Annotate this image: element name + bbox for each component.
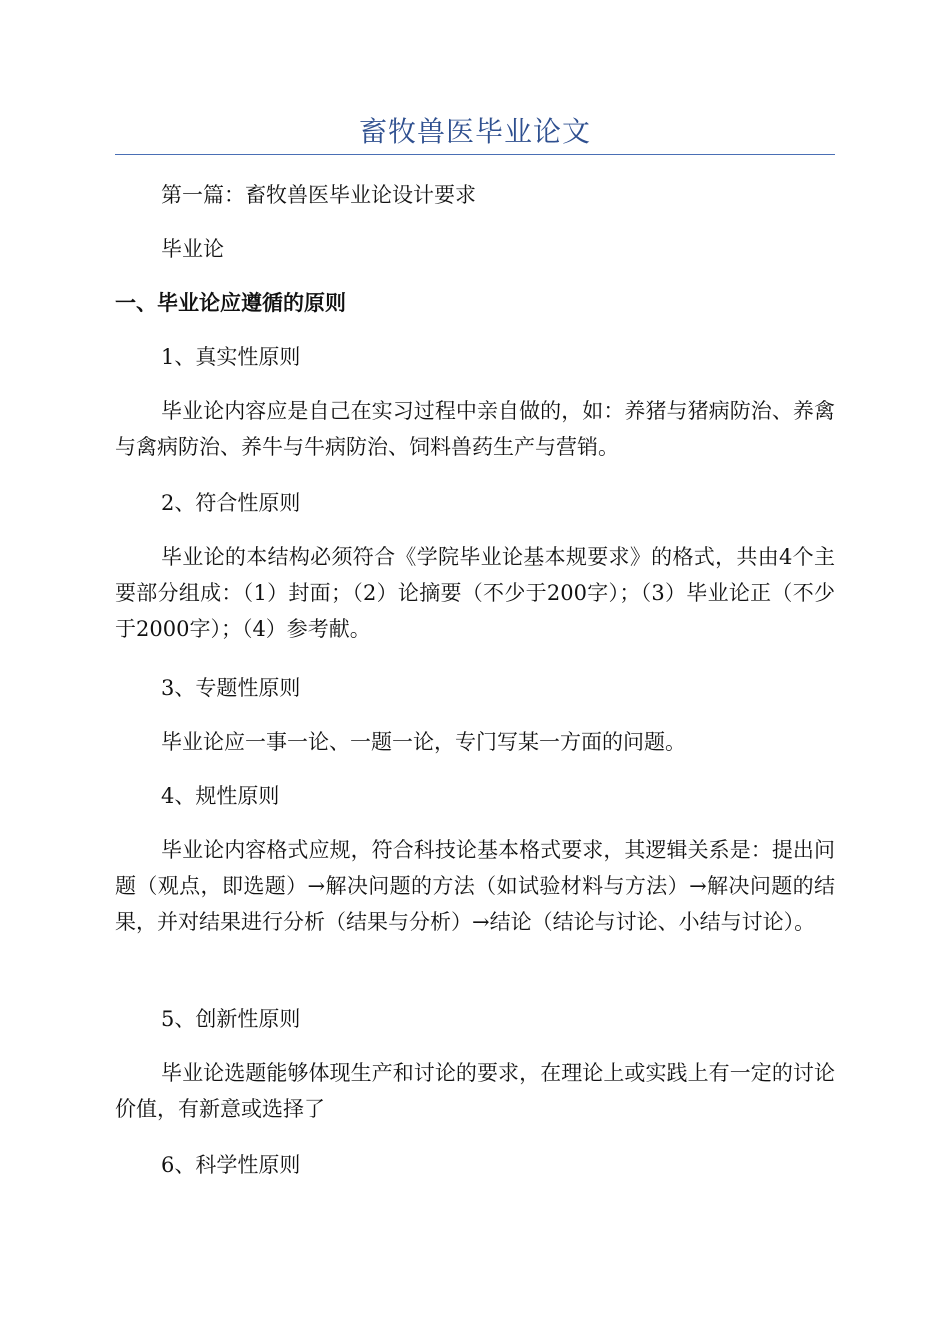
- paragraph-4: 毕业论内容格式应规，符合科技论基本格式要求，其逻辑关系是：提出问题（观点，即选题）→解决问题的方法（如试验材料与方法）→解决问题的结果，并对结果进行分析（结果与分析）→结论（结论与讨论、小结与讨论）。: [115, 838, 835, 934]
- subheading-2: 2、符合性原则: [161, 491, 301, 515]
- subheading-6: 6、科学性原则: [161, 1153, 301, 1177]
- paragraph-1: 毕业论内容应是自己在实习过程中亲自做的，如：养猪与猪病防治、养禽与禽病防治、养牛与牛病防治、饲料兽药生产与营销。: [115, 399, 835, 459]
- subheading-4: 4、规性原则: [161, 784, 280, 808]
- paragraph-short: 毕业论: [161, 237, 224, 261]
- subheading-3: 3、专题性原则: [161, 676, 301, 700]
- paragraph-5: 毕业论选题能够体现生产和讨论的要求，在理论上或实践上有一定的讨论价值，有新意或选择了: [115, 1061, 835, 1121]
- subheading-1: 1、真实性原则: [161, 345, 301, 369]
- title-underline: [115, 154, 835, 155]
- subheading-5: 5、创新性原则: [161, 1007, 301, 1031]
- document-title: 畜牧兽医毕业论文: [358, 115, 591, 148]
- paragraph-2: 毕业论的本结构必须符合《学院毕业论基本规要求》的格式，共由4个主要部分组成：（1）封面；（2）论摘要（不少于200字）；（3）毕业论正（不少于2000字）；（4）参考献。: [115, 545, 835, 641]
- paragraph-part-heading: 第一篇：畜牧兽医毕业论设计要求: [161, 183, 476, 207]
- section-heading: 一、毕业论应遵循的原则: [115, 290, 346, 315]
- paragraph-3: 毕业论应一事一论、一题一论，专门写某一方面的问题。: [161, 730, 686, 754]
